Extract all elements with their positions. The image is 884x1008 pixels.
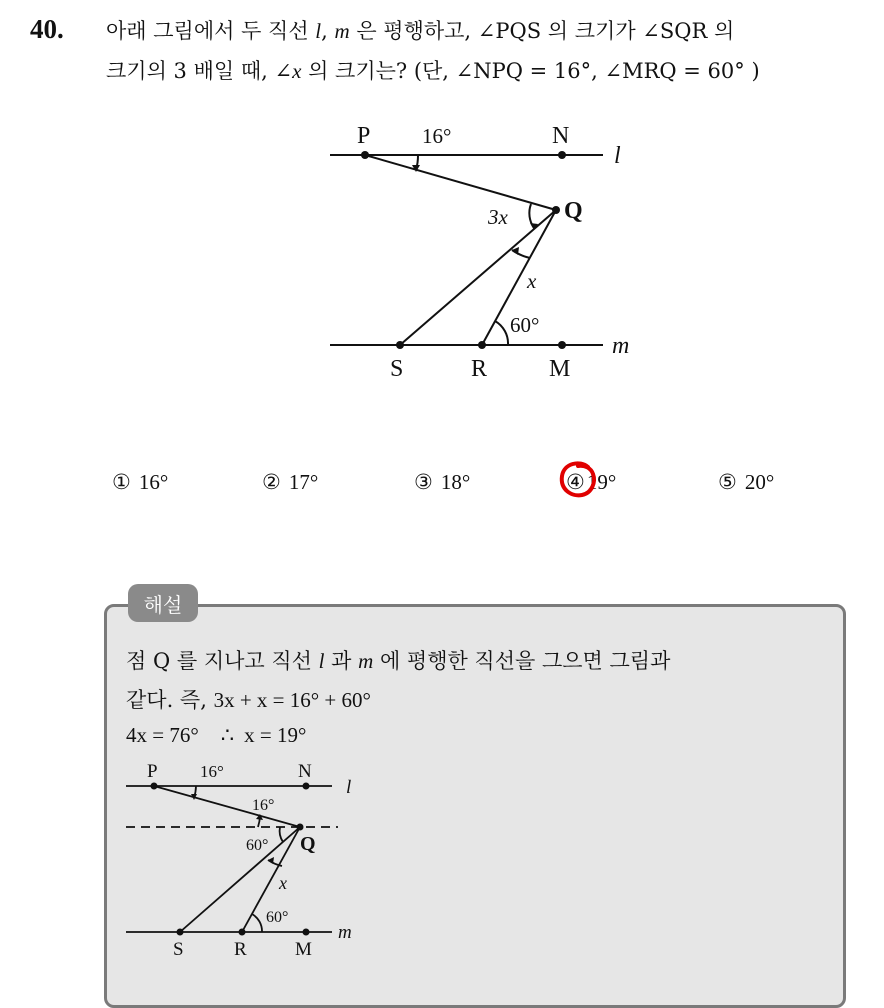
question-text: 크기의 3 배일 때, ∠ bbox=[106, 59, 293, 83]
label-R: R bbox=[234, 939, 247, 960]
point-N bbox=[303, 783, 310, 790]
question-text-line-1 bbox=[106, 15, 734, 45]
angle-arc-60 bbox=[252, 914, 262, 932]
point-R bbox=[478, 341, 486, 349]
point-S bbox=[396, 341, 404, 349]
label-angle-3x: 3x bbox=[488, 205, 508, 229]
label-P: P bbox=[357, 123, 371, 149]
solution-equation: 4x = 76° bbox=[126, 723, 199, 747]
therefore-symbol: ∴ bbox=[220, 723, 235, 747]
label-M: M bbox=[295, 939, 312, 960]
solution-equation: 3x + x = 16° + 60° bbox=[213, 688, 371, 712]
point-P bbox=[151, 783, 158, 790]
label-R: R bbox=[471, 356, 488, 382]
label-angle-16-alt: 16° bbox=[252, 797, 275, 814]
segment-PQ bbox=[365, 155, 556, 210]
choice-value: 18° bbox=[440, 470, 471, 494]
point-P bbox=[361, 151, 369, 159]
choice-3[interactable] bbox=[414, 470, 470, 495]
label-m: m bbox=[338, 922, 352, 943]
point-R bbox=[239, 929, 246, 936]
label-N: N bbox=[552, 123, 570, 149]
angle-arc-60-alt bbox=[280, 827, 283, 842]
label-S: S bbox=[173, 939, 184, 960]
label-angle-16: 16° bbox=[200, 762, 224, 781]
point-N bbox=[558, 151, 566, 159]
label-M: M bbox=[549, 356, 571, 382]
point-M bbox=[558, 341, 566, 349]
question-figure bbox=[320, 110, 650, 390]
solution-figure bbox=[120, 756, 370, 966]
point-Q bbox=[297, 824, 304, 831]
question-text: 은 평행하고, ∠PQS 의 크기가 ∠SQR 의 bbox=[349, 19, 735, 43]
label-angle-x: x bbox=[279, 873, 287, 893]
choice-5[interactable] bbox=[718, 470, 774, 495]
choice-number: ④ bbox=[566, 470, 585, 494]
segment-PQ bbox=[154, 786, 300, 827]
solution-text: 점 Q 를 지나고 직선 bbox=[126, 649, 319, 673]
question-number: 40. bbox=[30, 14, 64, 44]
question-text: 의 크기는? (단, ∠NPQ = 16°, ∠MRQ = 60° ) bbox=[301, 59, 760, 83]
line-l-symbol: l bbox=[318, 649, 325, 673]
label-angle-60: 60° bbox=[510, 313, 540, 337]
label-N: N bbox=[298, 761, 312, 782]
solution-line-2 bbox=[126, 684, 371, 714]
angle-arc-60 bbox=[495, 321, 508, 345]
solution-text: 에 평행한 직선을 그으면 그림과 bbox=[373, 649, 671, 673]
choice-value: 19° bbox=[586, 470, 617, 494]
choice-1[interactable] bbox=[112, 470, 168, 495]
point-M bbox=[303, 929, 310, 936]
choice-value: 17° bbox=[288, 470, 319, 494]
line-m-symbol: m bbox=[334, 19, 350, 43]
label-P: P bbox=[147, 761, 158, 782]
solution-answer: x = 19° bbox=[244, 723, 307, 747]
variable-x: x bbox=[292, 59, 302, 83]
choice-number: ① bbox=[112, 470, 131, 494]
solution-tab: 해설 bbox=[128, 584, 198, 622]
solution-text: 과 bbox=[324, 649, 359, 673]
choice-4[interactable] bbox=[566, 470, 616, 495]
question-text-line-2 bbox=[106, 55, 760, 85]
choice-number: ② bbox=[262, 470, 281, 494]
choice-value: 20° bbox=[744, 470, 775, 494]
choice-number: ⑤ bbox=[718, 470, 737, 494]
label-l: l bbox=[346, 777, 352, 798]
label-angle-60: 60° bbox=[266, 909, 289, 926]
label-Q: Q bbox=[300, 833, 316, 855]
choice-number: ③ bbox=[414, 470, 433, 494]
line-m-symbol: m bbox=[358, 649, 374, 673]
solution-text: 같다. 즉, bbox=[126, 688, 214, 712]
label-angle-60-alt: 60° bbox=[246, 837, 269, 854]
answer-choices bbox=[0, 470, 884, 504]
label-S: S bbox=[390, 356, 404, 382]
label-l: l bbox=[614, 143, 621, 169]
arrow-head bbox=[268, 857, 274, 864]
choice-value: 16° bbox=[138, 470, 169, 494]
choice-2[interactable] bbox=[262, 470, 318, 495]
point-S bbox=[177, 929, 184, 936]
label-angle-x: x bbox=[527, 269, 537, 293]
label-Q: Q bbox=[564, 198, 583, 224]
line-l-symbol: l bbox=[315, 19, 322, 43]
solution-line-3 bbox=[126, 723, 306, 748]
solution-line-1 bbox=[126, 645, 670, 675]
label-m: m bbox=[612, 333, 630, 359]
question-text: , bbox=[321, 19, 335, 43]
label-angle-16: 16° bbox=[422, 124, 452, 148]
question-text: 아래 그림에서 두 직선 bbox=[106, 19, 316, 43]
point-Q bbox=[552, 206, 560, 214]
